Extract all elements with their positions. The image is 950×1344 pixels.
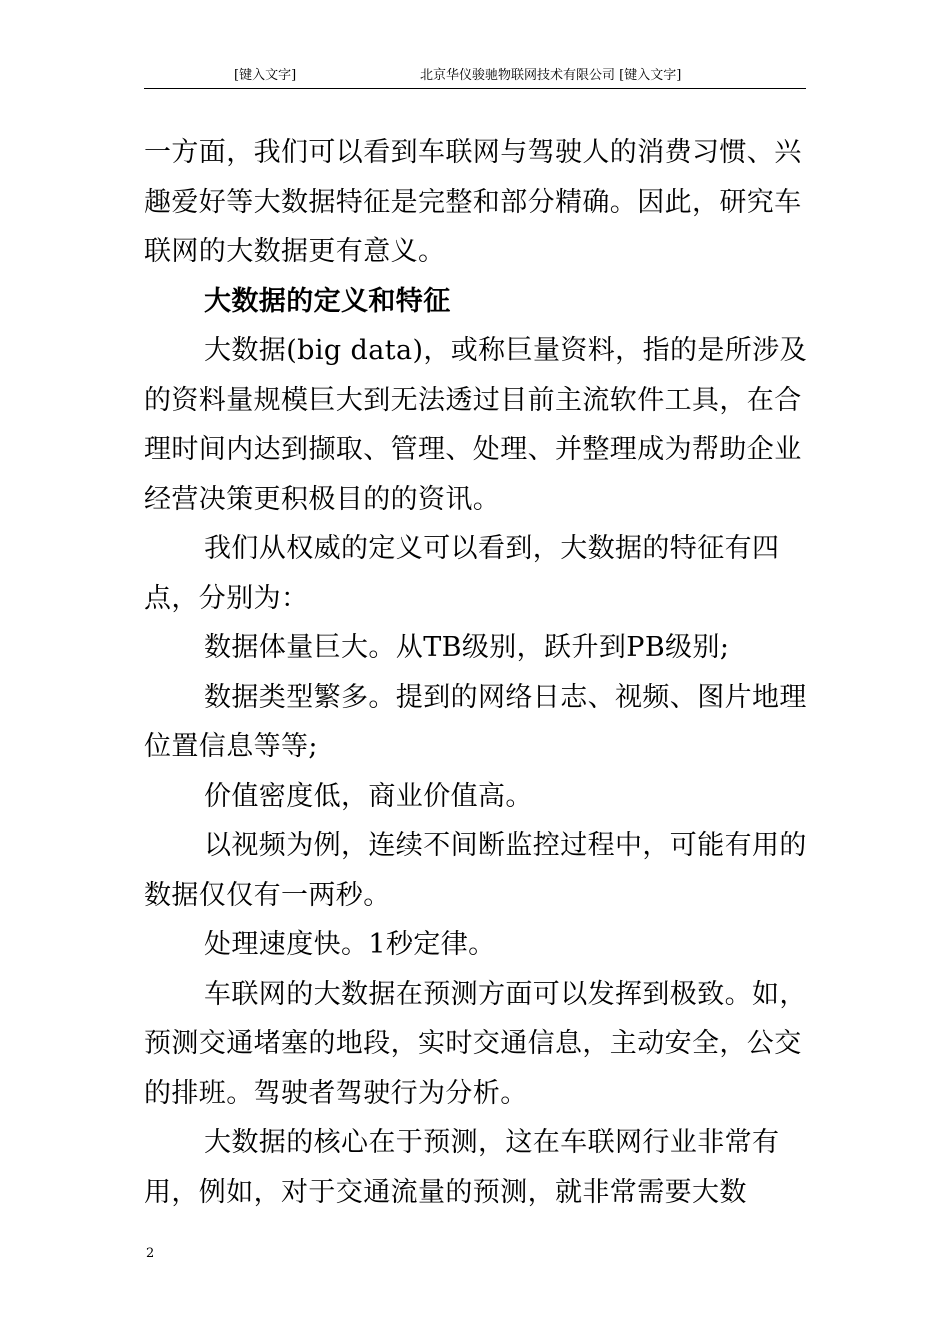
section-heading: 大数据的定义和特征 <box>204 285 451 317</box>
paragraph: 大数据(big data)，或称巨量资料，指的是所涉及的资料量规模巨大到无法透过目前主流软件工具，在合理时间内达到撷取、管理、处理、并整理成为帮助企业经营决策更积极目的的资讯。 <box>144 335 807 515</box>
paragraph: 数据类型繁多。提到的网络日志、视频、图片地理位置信息等等; <box>144 681 807 762</box>
paragraph: 处理速度快。1秒定律。 <box>204 929 496 960</box>
paragraph: 价值密度低，商业价值高。 <box>204 780 533 812</box>
paragraph: 数据体量巨大。从TB级别，跃升到PB级别; <box>204 632 730 663</box>
paragraph: 我们从权威的定义可以看到，大数据的特征有四点，分别为： <box>144 533 780 614</box>
document-body <box>144 128 808 1217</box>
header-company-text: 北京华仪骏驰物联网技术有限公司 [键入文字] <box>420 68 682 83</box>
header-left-text: [键入文字] <box>234 68 297 83</box>
paragraph: 以视频为例，连续不间断监控过程中，可能有用的数据仅仅有一两秒。 <box>144 830 807 911</box>
page-number: 2 <box>146 1246 155 1261</box>
page-header <box>144 66 806 89</box>
paragraph: 大数据的核心在于预测，这在车联网行业非常有用，例如，对于交通流量的预测，就非常需要大数 <box>144 1127 780 1208</box>
paragraph: 车联网的大数据在预测方面可以发挥到极致。如，预测交通堵塞的地段，实时交通信息，主动安全，公交的排班。驾驶者驾驶行为分析。 <box>144 978 807 1109</box>
paragraph: 一方面，我们可以看到车联网与驾驶人的消费习惯、兴趣爱好等大数据特征是完整和部分精确。因此，研究车联网的大数据更有意义。 <box>144 137 802 267</box>
